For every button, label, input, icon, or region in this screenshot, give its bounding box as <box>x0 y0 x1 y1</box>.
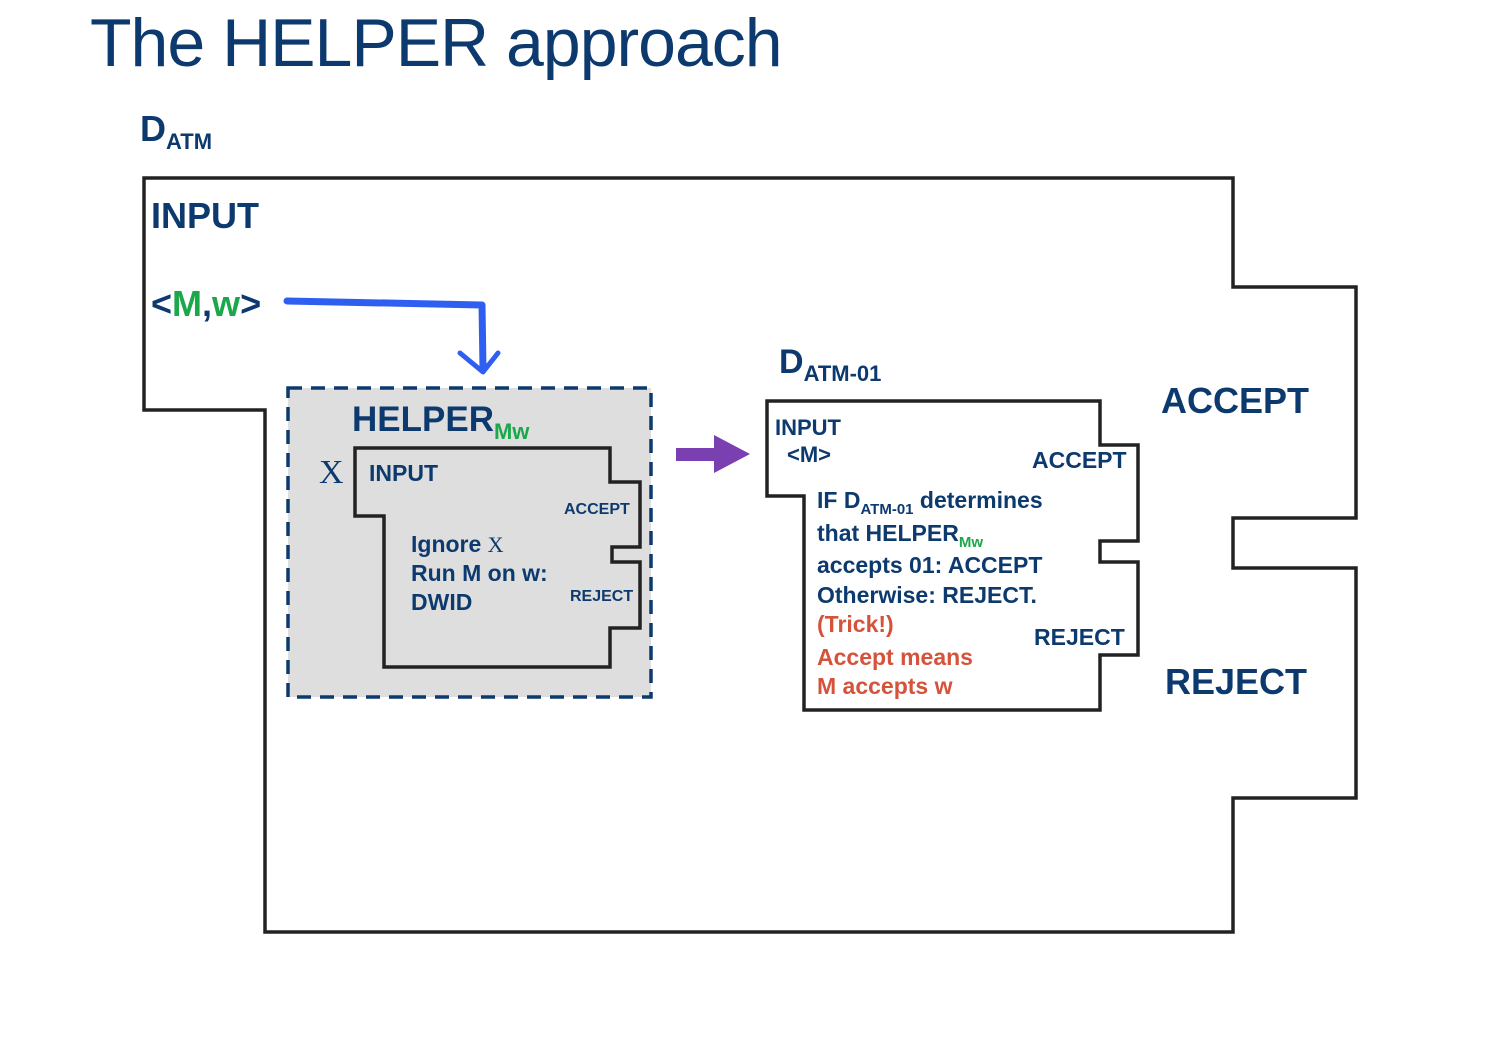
outer-input-close: > <box>240 283 262 324</box>
inner-line-7: M accepts w <box>817 673 953 699</box>
inner-accept-label: ACCEPT <box>1032 447 1127 473</box>
inner-line-3: accepts 01: ACCEPT <box>817 552 1043 578</box>
outer-input-m: M <box>172 283 203 324</box>
inner-machine-name-main: D <box>779 343 804 381</box>
helper-machine-name-main: HELPER <box>352 400 494 439</box>
helper-line-1-text: Ignore <box>411 531 482 557</box>
inner-reject-label: REJECT <box>1034 624 1125 650</box>
inner-machine-name-sub: ATM-01 <box>803 360 882 386</box>
outer-accept-label: ACCEPT <box>1161 380 1310 421</box>
helper-machine-name <box>352 400 530 444</box>
helper-x-symbol: X <box>319 454 344 491</box>
outer-input-comma: , <box>202 283 213 324</box>
inner-line-5: (Trick!) <box>817 611 894 637</box>
page-title: The HELPER approach <box>90 5 782 81</box>
inner-input-block <box>775 414 841 468</box>
input-flow-arrow <box>287 301 483 368</box>
outer-input-label: INPUT <box>151 195 259 236</box>
helper-line-3: DWID <box>411 589 473 615</box>
inner-input-label: INPUT <box>775 415 841 440</box>
outer-reject-label: REJECT <box>1165 661 1308 702</box>
input-flow-arrowhead <box>460 353 498 372</box>
helper-body-text <box>411 530 548 617</box>
outer-machine-name <box>140 108 213 154</box>
outer-input-w: w <box>212 283 241 324</box>
inner-line-1-pre: IF D <box>817 487 861 513</box>
feeds-into-arrow-icon <box>676 435 750 473</box>
inner-line-6: Accept means <box>817 643 973 670</box>
helper-line-1-x: X <box>487 532 504 557</box>
helper-line-2: Run M on w: <box>411 560 548 586</box>
outer-input-value <box>151 283 261 325</box>
inner-line-1-sub: ATM-01 <box>860 501 914 518</box>
inner-line-2 <box>817 519 1043 552</box>
outer-machine-name-sub: ATM <box>166 128 213 154</box>
helper-accept-label: ACCEPT <box>564 501 630 518</box>
inner-body-text <box>817 486 1043 702</box>
inner-line-2-sub: Mw <box>958 533 984 551</box>
inner-input-value: <M> <box>787 442 832 467</box>
outer-machine-name-main: D <box>140 108 166 149</box>
inner-line-1 <box>817 486 1043 519</box>
helper-reject-label: REJECT <box>570 588 634 605</box>
inner-line-2-pre: that HELPER <box>817 519 959 546</box>
inner-line-4: Otherwise: REJECT. <box>817 581 1037 608</box>
helper-line-1 <box>411 530 548 559</box>
inner-line-1-post: determines <box>913 487 1043 513</box>
helper-machine-name-sub: Mw <box>493 418 530 444</box>
outer-input-open: < <box>151 283 173 324</box>
helper-input-label: INPUT <box>369 460 438 486</box>
inner-machine-name <box>779 343 882 386</box>
